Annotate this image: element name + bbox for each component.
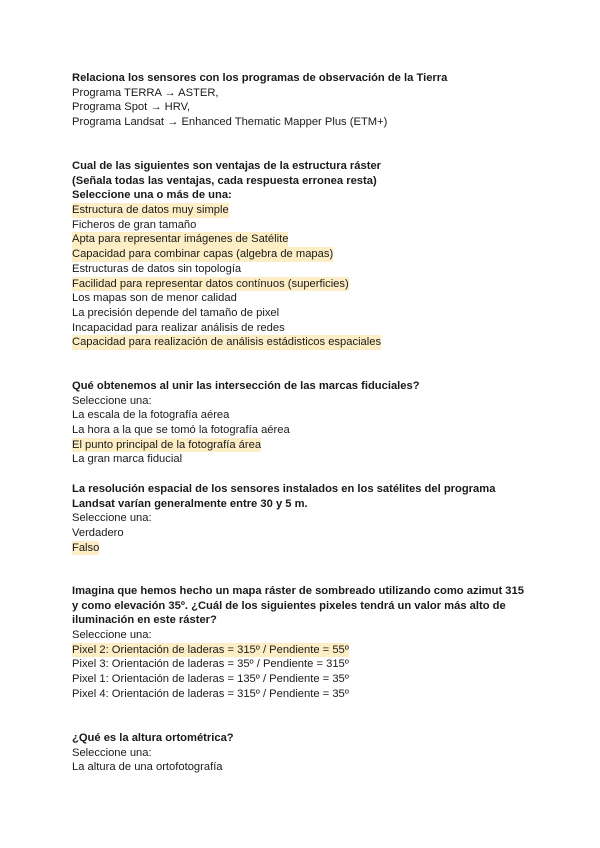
- question-6: [72, 731, 542, 775]
- question-2: [72, 159, 542, 350]
- question-5-option-2: Pixel 3: Orientación de laderas = 35º / Pendiente = 315º: [72, 658, 349, 671]
- question-6-option-1: La altura de una ortofotografía: [72, 761, 223, 774]
- question-3-option-2: La hora a la que se tomó la fotografía aérea: [72, 424, 290, 437]
- question-2-option-1: Estructura de datos muy simple: [72, 204, 229, 217]
- question-1-answer-2: Programa Spot → HRV,: [72, 101, 191, 114]
- question-4-title-line-2: Landsat varían generalmente entre 30 y 5 m.: [72, 497, 308, 510]
- question-1-title: Relaciona los sensores con los programas de observación de la Tierra: [72, 72, 448, 84]
- question-5-option-1: Pixel 2: Orientación de laderas = 315º / Pendiente = 55º: [72, 643, 349, 656]
- question-2-option-8: La precisión depende del tamaño de pixel: [72, 306, 280, 319]
- question-3-prompt: Seleccione una:: [72, 394, 152, 407]
- question-4-title-line-1: La resolución espacial de los sensores instalados en los satélites del programa: [72, 483, 496, 495]
- question-3-option-1: La escala de la fotografía aérea: [72, 409, 230, 422]
- question-3-title: Qué obtenemos al unir las intersección de las marcas fiduciales?: [72, 380, 420, 392]
- question-2-title: Cual de las siguientes son ventajas de la estructura ráster: [72, 160, 382, 172]
- question-4: [72, 482, 542, 555]
- question-4-option-2: Falso: [72, 541, 100, 554]
- question-1-answer-3: Programa Landsat → Enhanced Thematic Mapper Plus (ETM+): [72, 116, 388, 129]
- question-3: [72, 379, 542, 467]
- question-2-option-9: Incapacidad para realizar análisis de redes: [72, 321, 285, 334]
- question-2-instructions: (Señala todas las ventajas, cada respuesta erronea resta): [72, 174, 377, 187]
- question-2-prompt: Seleccione una o más de una:: [72, 189, 232, 202]
- question-2-option-5: Estructuras de datos sin topología: [72, 262, 242, 275]
- question-5-title-line-3: iluminación en este ráster?: [72, 614, 217, 627]
- question-5-title-line-1: Imagina que hemos hecho un mapa ráster de sombreado utilizando como azimut 315: [72, 585, 524, 597]
- question-5-prompt: Seleccione una:: [72, 629, 152, 642]
- question-5-title-line-2: y como elevación 35º. ¿Cuál de los siguientes pixeles tendrá un valor más alto de: [72, 599, 506, 612]
- question-4-option-1: Verdadero: [72, 527, 124, 540]
- question-2-option-6: Facilidad para representar datos contínuos (superficies): [72, 277, 349, 290]
- question-2-option-4: Capacidad para combinar capas (algebra de mapas): [72, 248, 334, 261]
- question-5-option-4: Pixel 4: Orientación de laderas = 315º / Pendiente = 35º: [72, 687, 349, 700]
- question-3-option-4: La gran marca fiducial: [72, 453, 183, 466]
- question-1-answer-1: Programa TERRA → ASTER,: [72, 86, 219, 99]
- question-4-prompt: Seleccione una:: [72, 512, 152, 525]
- question-6-prompt: Seleccione una:: [72, 746, 152, 759]
- question-6-title: ¿Qué es la altura ortométrica?: [72, 732, 234, 744]
- question-2-option-7: Los mapas son de menor calidad: [72, 292, 237, 305]
- question-2-option-3: Apta para representar imágenes de Satélite: [72, 233, 289, 246]
- question-5: [72, 584, 542, 702]
- question-1: [72, 71, 542, 130]
- question-5-option-3: Pixel 1: Orientación de laderas = 135º / Pendiente = 35º: [72, 673, 349, 686]
- question-3-option-3: El punto principal de la fotografía área: [72, 438, 262, 451]
- question-2-option-10: Capacidad para realización de análisis estádisticos espaciales: [72, 336, 382, 349]
- question-2-option-2: Ficheros de gran tamaño: [72, 218, 197, 231]
